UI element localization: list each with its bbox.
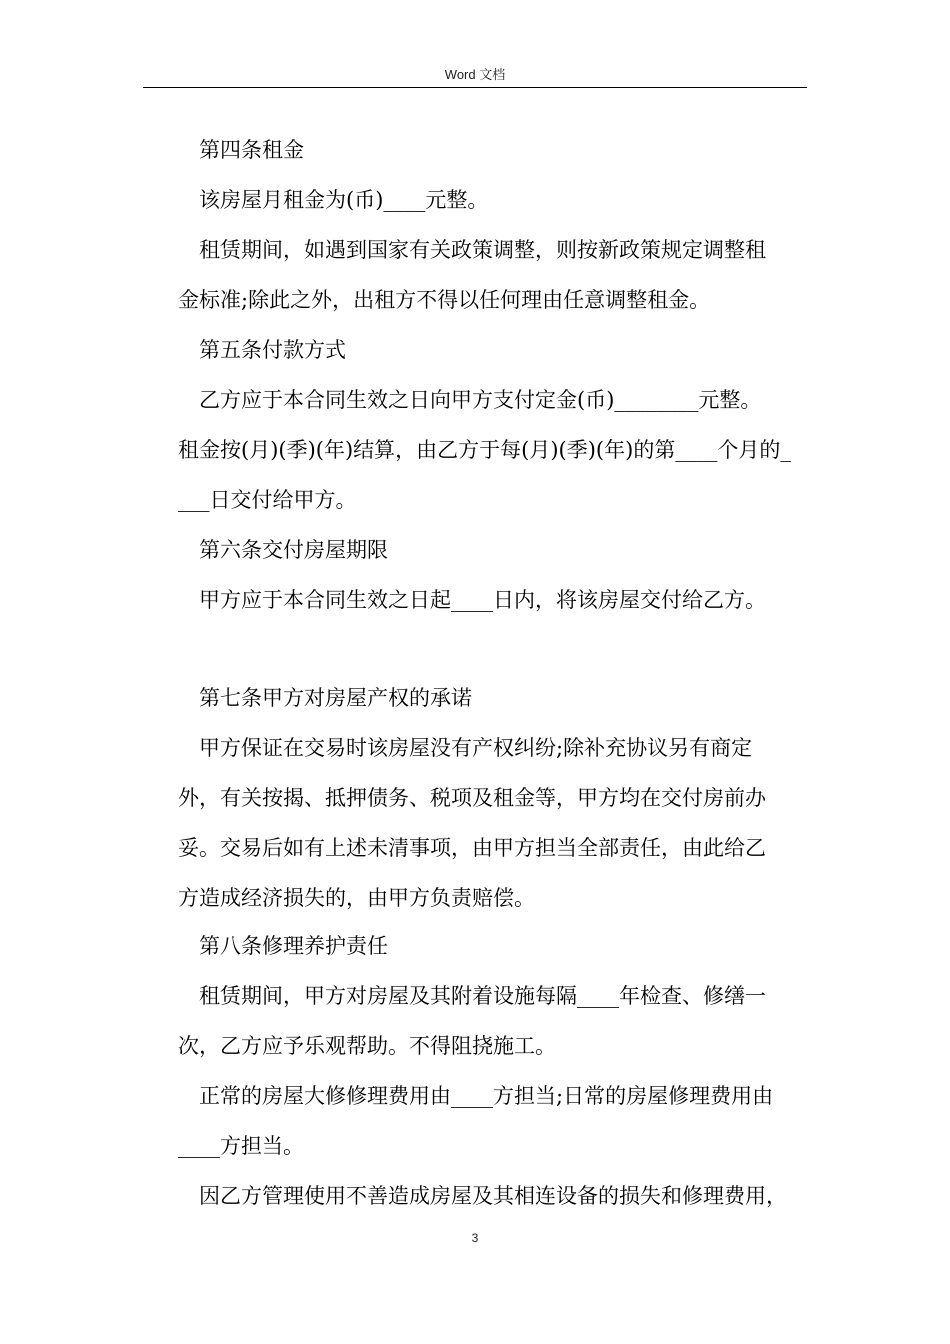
article-5-heading: 第五条付款方式: [199, 338, 346, 362]
title-guarantee-line-1: 甲方保证在交易时该房屋没有产权纠纷;除补充协议另有商定: [199, 736, 753, 760]
maintenance-line-1: 租赁期间，甲方对房屋及其附着设施每隔____年检查、修缮一: [199, 984, 766, 1008]
article-4-heading: 第四条租金: [199, 138, 304, 162]
damage-liability-line: 因乙方管理使用不善造成房屋及其相连设备的损失和修理费用，: [199, 1184, 787, 1208]
deposit-line: 乙方应于本合同生效之日向甲方支付定金(币)________元整。: [199, 388, 762, 412]
title-guarantee-line-4: 方造成经济损失的，由甲方负责赔偿。: [178, 886, 535, 910]
article-8-heading: 第八条修理养护责任: [199, 934, 388, 958]
settlement-line-1: 租金按(月)(季)(年)结算，由乙方于每(月)(季)(年)的第____个月的_: [178, 438, 791, 462]
header-divider: [143, 87, 807, 88]
rent-amount-line: 该房屋月租金为(币)____元整。: [199, 188, 489, 212]
repair-cost-line-2: ____方担当。: [178, 1134, 304, 1158]
settlement-line-2: ___日交付给甲方。: [178, 488, 357, 512]
title-guarantee-line-3: 妥。交易后如有上述未清事项，由甲方担当全部责任，由此给乙: [178, 836, 766, 860]
maintenance-line-2: 次，乙方应予乐观帮助。不得阻挠施工。: [178, 1034, 556, 1058]
repair-cost-line-1: 正常的房屋大修修理费用由____方担当;日常的房屋修理费用由: [199, 1084, 774, 1108]
delivery-deadline-line: 甲方应于本合同生效之日起____日内，将该房屋交付给乙方。: [199, 588, 766, 612]
page-number: 3: [471, 1231, 479, 1245]
document-header-title: Word 文档: [444, 67, 506, 82]
title-guarantee-line-2: 外，有关按揭、抵押债务、税项及租金等，甲方均在交付房前办: [178, 786, 766, 810]
article-6-heading: 第六条交付房屋期限: [199, 538, 388, 562]
rent-adjust-line-2: 金标准;除此之外，出租方不得以任何理由任意调整租金。: [178, 288, 711, 312]
article-7-heading: 第七条甲方对房屋产权的承诺: [199, 686, 472, 710]
rent-adjust-line-1: 租赁期间，如遇到国家有关政策调整，则按新政策规定调整租: [199, 238, 766, 262]
